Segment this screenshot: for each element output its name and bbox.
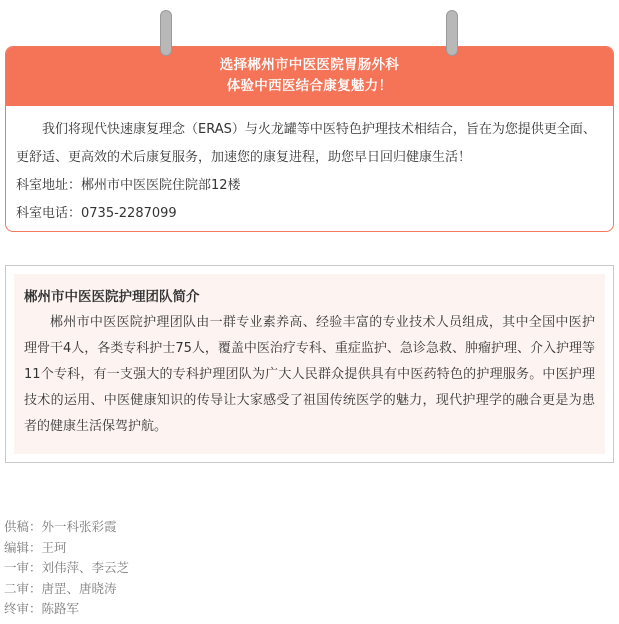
credit-second-review: 二审：唐罡、唐晓涛 bbox=[4, 580, 117, 596]
intro-paragraph: 我们将现代快速康复理念（ERAS）与火龙罐等中医特色护理技术相结合，旨在为您提供更全面、更舒适、更高效的术后康复服务，加速您的康复进程，助您早日回归健康生活！ bbox=[16, 122, 596, 165]
credit-final-review: 终审：陈路军 bbox=[4, 601, 80, 616]
team-card-title: 郴州市中医医院护理团队简介 bbox=[24, 289, 200, 305]
department-address: 科室地址：郴州市中医医院住院部12楼 bbox=[16, 178, 241, 193]
intro-title-line-1: 选择郴州市中医医院胃肠外科 bbox=[219, 57, 400, 73]
credit-first-review: 一审：刘伟萍、李云芝 bbox=[4, 560, 130, 575]
department-phone: 科室电话：0735-2287099 bbox=[16, 206, 177, 221]
team-card-paragraph: 郴州市中医医院护理团队由一群专业素养高、经验丰富的专业技术人员组成，其中全国中医护理骨干4人，各类专科护士75人，覆盖中医治疗专科、重症监护、急诊急救、肿瘤护理、介入护理等11个专科，有一支强大的专科护理团队为广大人民群众提供具有中医药特色的护理服务。中医护理技术的运用、中医健康知识的传导让大家感受了祖国传统医学的魅力，现代护理学的融合更是为患者的健康生活保驾护航。 bbox=[24, 315, 595, 434]
credit-contributor: 供稿：外一科张彩霞 bbox=[4, 519, 117, 534]
intro-title-line-2: 体验中西医结合康复魅力！ bbox=[226, 78, 393, 94]
intro-card-body bbox=[6, 106, 613, 228]
intro-card bbox=[5, 46, 614, 232]
credit-editor: 编辑：王珂 bbox=[4, 539, 67, 555]
intro-card-header bbox=[6, 47, 613, 106]
team-card bbox=[5, 265, 614, 463]
team-card-panel bbox=[14, 274, 605, 454]
hanging-tab-left bbox=[160, 10, 172, 56]
credits-block bbox=[4, 517, 129, 620]
hanging-tab-right bbox=[446, 10, 458, 56]
